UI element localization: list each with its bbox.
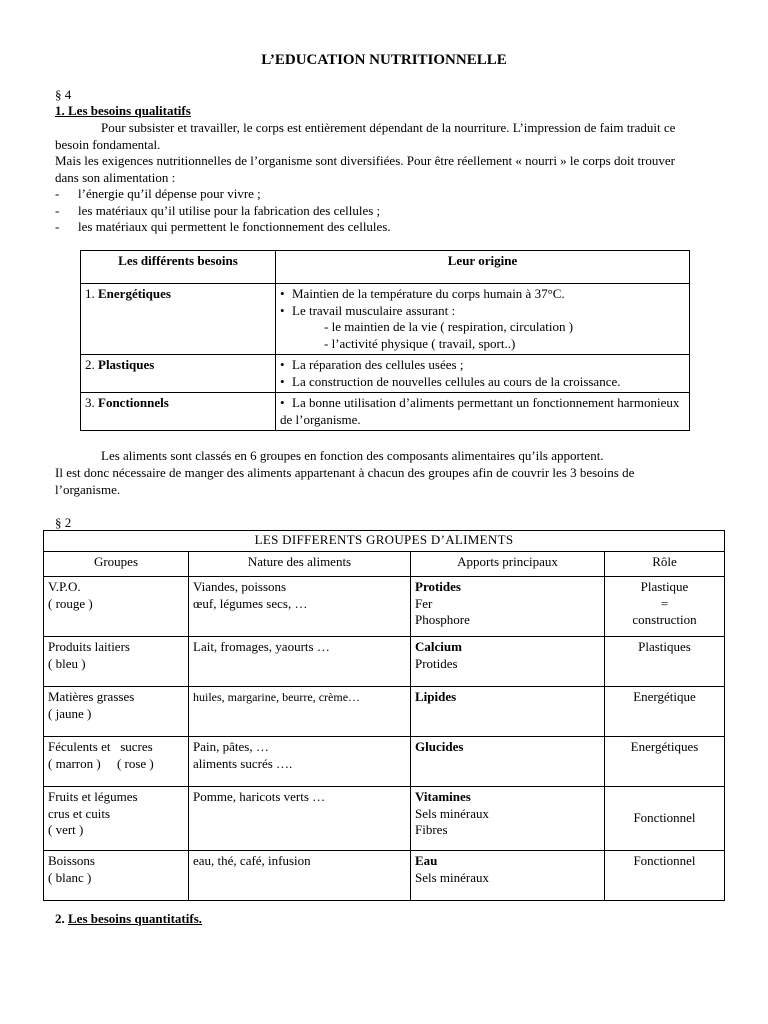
cell-line: Fruits et légumes: [48, 789, 138, 804]
list-item-text: La réparation des cellules usées ;: [292, 357, 464, 372]
column-header: Nature des aliments: [189, 552, 411, 577]
need-origin: [276, 284, 690, 355]
table-header-row: [81, 251, 690, 284]
list-item: • La bonne utilisation d’aliments permettant un fonctionnement harmonieux de l’organisme.: [280, 395, 680, 427]
cell-line: Calcium: [415, 639, 462, 654]
table-header-row: [44, 552, 725, 577]
role-cell: [605, 851, 725, 901]
cell-line: aliments sucrés ….: [193, 755, 293, 771]
need-origin: [276, 393, 690, 431]
role-cell: [605, 687, 725, 737]
need-name: Fonctionnels: [98, 395, 169, 410]
section-marker-4: § 4: [55, 87, 72, 102]
apports-cell: [411, 787, 605, 851]
role-cell: [605, 787, 725, 851]
cell-line: Protides: [415, 579, 461, 594]
paragraph-requirements: Mais les exigences nutritionnelles de l’organisme sont diversifiées. Pour être réellement « nourri » le corps doit trouver dans son alimentation :: [55, 153, 675, 185]
column-header: Apports principaux: [411, 552, 605, 577]
section-marker-2: § 2: [55, 515, 72, 530]
group-cell: [44, 687, 189, 737]
need-number: 1.: [85, 286, 95, 301]
list-item: - l’énergie qu’il dépense pour vivre ;: [55, 186, 261, 201]
group-cell: [44, 787, 189, 851]
cell-line: crus et cuits: [48, 805, 111, 821]
nature-cell: [189, 637, 411, 687]
cell-line: œuf, légumes secs, …: [193, 595, 308, 611]
table-row: [44, 687, 725, 737]
cell-line: Sels minéraux: [415, 805, 490, 821]
need-name: Energétiques: [98, 286, 171, 301]
need-name: Plastiques: [98, 357, 155, 372]
cell-line: Fibres: [415, 822, 448, 837]
sub-item: - l’activité physique ( travail, sport..): [324, 335, 516, 351]
cell-line: =: [660, 595, 669, 611]
paragraph-groups: Les aliments sont classés en 6 groupes en fonction des composants alimentaires qu’ils apportent.: [101, 448, 604, 463]
need-label: [81, 355, 276, 393]
cell-line: Féculents et sucres: [48, 739, 153, 754]
cell-line: V.P.O.: [48, 579, 81, 594]
sub-item: - le maintien de la vie ( respiration, circulation ): [324, 319, 574, 334]
cell-line: ( jaune ): [48, 705, 92, 721]
cell-line: Produits laitiers: [48, 639, 130, 654]
table-row: [44, 737, 725, 787]
table-row: [81, 393, 690, 431]
cell-line: Phosphore: [415, 612, 470, 627]
apports-cell: [411, 851, 605, 901]
list-item: • La réparation des cellules usées ;: [280, 357, 464, 372]
cell-line: Lait, fromages, yaourts …: [193, 639, 330, 654]
nature-cell: [189, 851, 411, 901]
list-item-text: Le travail musculaire assurant :: [292, 302, 456, 318]
list-item: • Le travail musculaire assurant :: [280, 302, 456, 318]
cell-line: Pain, pâtes, …: [193, 739, 269, 754]
table-title: LES DIFFERENTS GROUPES D’ALIMENTS: [44, 531, 725, 552]
table-row: [44, 851, 725, 901]
nature-cell: [189, 687, 411, 737]
food-groups-table: [43, 530, 725, 901]
cell-line: Fonctionnel: [633, 810, 696, 826]
group-cell: [44, 637, 189, 687]
group-cell: [44, 851, 189, 901]
heading-number: 2.: [55, 911, 65, 926]
column-header: Les différents besoins: [81, 251, 276, 284]
cell-line: ( marron ) ( rose ): [48, 755, 154, 771]
paragraph-intro: Pour subsister et travailler, le corps est entièrement dépendant de la nourriture. L’impression de faim traduit ce besoin fondamental.: [55, 120, 676, 152]
cell-line: Lipides: [415, 689, 457, 704]
cell-line: Matières grasses: [48, 689, 135, 704]
needs-table: [80, 250, 690, 431]
column-header: Groupes: [44, 552, 189, 577]
cell-line: Plastiques: [638, 639, 691, 654]
role-cell: [605, 637, 725, 687]
apports-cell: [411, 687, 605, 737]
section-heading-qualitative: 1. Les besoins qualitatifs: [55, 103, 191, 118]
group-cell: [44, 577, 189, 637]
cell-line: Vitamines: [415, 789, 471, 804]
group-cell: [44, 737, 189, 787]
list-item-text: La bonne utilisation d’aliments permettant un fonctionnement harmonieux de l’organisme.: [280, 395, 680, 427]
cell-line: Energétique: [633, 689, 696, 704]
cell-line: ( blanc ): [48, 869, 92, 885]
cell-line: Eau: [415, 853, 438, 868]
apports-cell: [411, 637, 605, 687]
nature-cell: [189, 787, 411, 851]
cell-line: huiles, margarine, beurre, crème…: [193, 690, 361, 704]
table-title-row: [44, 531, 725, 552]
list-item: • La construction de nouvelles cellules au cours de la croissance.: [280, 373, 621, 389]
role-cell: [605, 577, 725, 637]
apports-cell: [411, 577, 605, 637]
cell-line: ( bleu ): [48, 655, 86, 671]
table-row: [44, 787, 725, 851]
cell-line: construction: [632, 612, 697, 627]
needs-list: [55, 186, 391, 236]
cell-line: Boissons: [48, 853, 95, 868]
nature-cell: [189, 737, 411, 787]
cell-line: Sels minéraux: [415, 869, 490, 885]
cell-line: Plastique: [640, 579, 689, 594]
cell-line: Energétiques: [630, 739, 699, 754]
cell-line: Glucides: [415, 739, 464, 754]
need-origin: [276, 355, 690, 393]
section-heading-quantitative: [55, 911, 202, 928]
list-item-text: Maintien de la température du corps humain à 37°C.: [292, 286, 565, 301]
table-row: [81, 284, 690, 355]
table-row: [44, 577, 725, 637]
cell-line: eau, thé, café, infusion: [193, 853, 311, 868]
cell-line: ( vert ): [48, 822, 84, 837]
list-item-text: les matériaux qui permettent le fonctionnement des cellules.: [78, 219, 391, 234]
page-title: L’EDUCATION NUTRITIONNELLE: [261, 52, 507, 68]
list-item-text: les matériaux qu’il utilise pour la fabrication des cellules ;: [78, 202, 381, 218]
cell-line: ( rouge ): [48, 595, 93, 611]
table-row: [44, 637, 725, 687]
list-item: • Maintien de la température du corps humain à 37°C.: [280, 286, 565, 301]
role-cell: [605, 737, 725, 787]
table-row: [81, 355, 690, 393]
cell-line: Fer: [415, 595, 433, 611]
need-label: [81, 284, 276, 355]
cell-line: Protides: [415, 655, 458, 671]
nature-cell: [189, 577, 411, 637]
column-header: Rôle: [605, 552, 725, 577]
heading-text: Les besoins quantitatifs.: [68, 911, 202, 926]
paragraph-necessity: Il est donc nécessaire de manger des aliments appartenant à chacun des groupes afin de couvrir les 3 besoins de l’organisme.: [55, 465, 635, 497]
need-number: 2.: [85, 357, 95, 372]
list-item: - les matériaux qu’il utilise pour la fabrication des cellules ;: [55, 202, 381, 218]
column-header: Leur origine: [276, 251, 690, 284]
list-item-text: l’énergie qu’il dépense pour vivre ;: [78, 186, 261, 201]
cell-line: Pomme, haricots verts …: [193, 789, 326, 804]
cell-line: Viandes, poissons: [193, 579, 287, 594]
list-item-text: La construction de nouvelles cellules au cours de la croissance.: [292, 373, 621, 389]
list-item: - les matériaux qui permettent le fonctionnement des cellules.: [55, 219, 391, 234]
cell-line: Fonctionnel: [633, 853, 696, 868]
apports-cell: [411, 737, 605, 787]
need-number: 3.: [85, 395, 95, 410]
need-label: [81, 393, 276, 431]
